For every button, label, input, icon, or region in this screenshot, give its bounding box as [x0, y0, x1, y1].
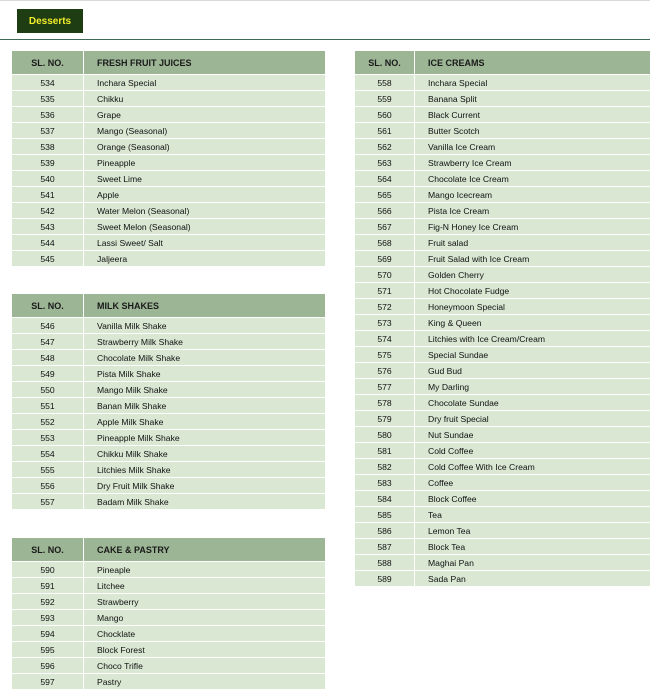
table-header	[355, 51, 650, 74]
serial-number: 554	[12, 445, 84, 461]
serial-number: 539	[12, 154, 84, 170]
fresh-fruit-juices-table	[12, 51, 325, 266]
menu-item-row	[12, 561, 325, 577]
menu-item-row	[12, 154, 325, 170]
item-name: Tea	[415, 506, 650, 522]
serial-number: 559	[355, 90, 415, 106]
item-name: Golden Cherry	[415, 266, 650, 282]
menu-item-row	[355, 394, 650, 410]
serial-number: 551	[12, 397, 84, 413]
item-name: Grape	[84, 106, 325, 122]
item-name: Mango	[84, 609, 325, 625]
item-name: Litchies Milk Shake	[84, 461, 325, 477]
item-name: Lemon Tea	[415, 522, 650, 538]
item-name: Sweet Melon (Seasonal)	[84, 218, 325, 234]
serial-number: 541	[12, 186, 84, 202]
item-name: Apple Milk Shake	[84, 413, 325, 429]
item-name: Water Melon (Seasonal)	[84, 202, 325, 218]
menu-item-row	[355, 282, 650, 298]
item-name: King & Queen	[415, 314, 650, 330]
item-name: Litchies with Ice Cream/Cream	[415, 330, 650, 346]
serial-number: 548	[12, 349, 84, 365]
serial-number: 573	[355, 314, 415, 330]
serial-number: 536	[12, 106, 84, 122]
serial-number: 590	[12, 561, 84, 577]
menu-item-row	[12, 170, 325, 186]
serial-number: 587	[355, 538, 415, 554]
item-name: Block Coffee	[415, 490, 650, 506]
menu-item-row	[12, 625, 325, 641]
serial-number: 552	[12, 413, 84, 429]
serial-number: 542	[12, 202, 84, 218]
cake-and-pastry-table	[12, 538, 325, 689]
item-name: Pista Milk Shake	[84, 365, 325, 381]
menu-item-row	[355, 362, 650, 378]
menu-item-row	[12, 218, 325, 234]
menu-item-row	[355, 234, 650, 250]
serial-number: 581	[355, 442, 415, 458]
serial-number: 558	[355, 74, 415, 90]
serial-number: 592	[12, 593, 84, 609]
menu-item-row	[12, 413, 325, 429]
menu-item-row	[355, 522, 650, 538]
item-name: Cold Coffee With Ice Cream	[415, 458, 650, 474]
item-name: Special Sundae	[415, 346, 650, 362]
item-name: Dry fruit Special	[415, 410, 650, 426]
menu-item-row	[12, 333, 325, 349]
menu-item-row	[355, 426, 650, 442]
serial-number: 546	[12, 317, 84, 333]
serial-number: 577	[355, 378, 415, 394]
serial-number: 557	[12, 493, 84, 509]
serial-number: 544	[12, 234, 84, 250]
item-name: Litchee	[84, 577, 325, 593]
item-name: Mango Icecream	[415, 186, 650, 202]
menu-item-row	[12, 593, 325, 609]
serial-number: 586	[355, 522, 415, 538]
menu-item-row	[355, 250, 650, 266]
item-name: Inchara Special	[415, 74, 650, 90]
item-name: Chikku Milk Shake	[84, 445, 325, 461]
serial-number: 543	[12, 218, 84, 234]
serial-number: 537	[12, 122, 84, 138]
item-name: Mango Milk Shake	[84, 381, 325, 397]
menu-item-row	[12, 250, 325, 266]
serial-number: 575	[355, 346, 415, 362]
serial-number: 584	[355, 490, 415, 506]
item-name: Cold Coffee	[415, 442, 650, 458]
milk-shakes-table	[12, 294, 325, 509]
item-name: Chocolate Ice Cream	[415, 170, 650, 186]
item-name: Pista Ice Cream	[415, 202, 650, 218]
serial-number: 540	[12, 170, 84, 186]
table-header	[12, 538, 325, 561]
item-name: Vanilla Milk Shake	[84, 317, 325, 333]
menu-item-row	[12, 657, 325, 673]
menu-item-row	[12, 397, 325, 413]
item-name: Strawberry Ice Cream	[415, 154, 650, 170]
menu-item-row	[12, 673, 325, 689]
item-name: Inchara Special	[84, 74, 325, 90]
serial-number: 595	[12, 641, 84, 657]
serial-number: 565	[355, 186, 415, 202]
menu-item-row	[12, 477, 325, 493]
item-name: My Darling	[415, 378, 650, 394]
item-name: Honeymoon Special	[415, 298, 650, 314]
menu-item-row	[355, 138, 650, 154]
item-name: Nut Sundae	[415, 426, 650, 442]
serial-number: 553	[12, 429, 84, 445]
menu-item-row	[355, 90, 650, 106]
item-name: Banana Split	[415, 90, 650, 106]
item-name: Pastry	[84, 673, 325, 689]
menu-item-row	[12, 365, 325, 381]
item-name: Pineapple Milk Shake	[84, 429, 325, 445]
menu-item-row	[355, 266, 650, 282]
menu-item-row	[355, 298, 650, 314]
ice-creams-table	[355, 51, 650, 586]
section-title: FRESH FRUIT JUICES	[84, 51, 325, 74]
item-name: Sada Pan	[415, 570, 650, 586]
serial-number: 534	[12, 74, 84, 90]
menu-item-row	[12, 641, 325, 657]
serial-number: 569	[355, 250, 415, 266]
serial-number: 545	[12, 250, 84, 266]
serial-number: 547	[12, 333, 84, 349]
section-title: MILK SHAKES	[84, 294, 325, 317]
serial-number: 574	[355, 330, 415, 346]
menu-item-row	[355, 554, 650, 570]
item-name: Block Forest	[84, 641, 325, 657]
serial-number: 570	[355, 266, 415, 282]
menu-item-row	[12, 90, 325, 106]
serial-number-header: SL. NO.	[12, 51, 84, 74]
item-name: Fig-N Honey Ice Cream	[415, 218, 650, 234]
menu-item-row	[12, 106, 325, 122]
item-name: Gud Bud	[415, 362, 650, 378]
item-name: Butter Scotch	[415, 122, 650, 138]
item-name: Chikku	[84, 90, 325, 106]
table-header	[12, 294, 325, 317]
item-name: Maghai Pan	[415, 554, 650, 570]
menu-item-row	[12, 445, 325, 461]
serial-number: 568	[355, 234, 415, 250]
menu-item-row	[12, 186, 325, 202]
menu-item-row	[12, 577, 325, 593]
serial-number: 556	[12, 477, 84, 493]
serial-number: 555	[12, 461, 84, 477]
serial-number: 535	[12, 90, 84, 106]
item-name: Black Current	[415, 106, 650, 122]
menu-item-row	[355, 186, 650, 202]
serial-number: 578	[355, 394, 415, 410]
serial-number: 597	[12, 673, 84, 689]
menu-item-row	[355, 330, 650, 346]
item-name: Chocklate	[84, 625, 325, 641]
menu-item-row	[355, 570, 650, 586]
menu-item-row	[12, 317, 325, 333]
item-name: Pineapple	[84, 154, 325, 170]
serial-number-header: SL. NO.	[12, 538, 84, 561]
menu-item-row	[355, 506, 650, 522]
serial-number: 594	[12, 625, 84, 641]
item-name: Vanilla Ice Cream	[415, 138, 650, 154]
item-name: Apple	[84, 186, 325, 202]
serial-number-header: SL. NO.	[12, 294, 84, 317]
item-name: Strawberry Milk Shake	[84, 333, 325, 349]
serial-number: 566	[355, 202, 415, 218]
serial-number: 588	[355, 554, 415, 570]
item-name: Chocolate Sundae	[415, 394, 650, 410]
menu-item-row	[355, 122, 650, 138]
menu-item-row	[355, 442, 650, 458]
menu-item-row	[355, 410, 650, 426]
item-name: Block Tea	[415, 538, 650, 554]
item-name: Chocolate Milk Shake	[84, 349, 325, 365]
menu-item-row	[355, 154, 650, 170]
item-name: Sweet Lime	[84, 170, 325, 186]
serial-number: 582	[355, 458, 415, 474]
serial-number: 550	[12, 381, 84, 397]
serial-number-header: SL. NO.	[355, 51, 415, 74]
item-name: Mango (Seasonal)	[84, 122, 325, 138]
item-name: Fruit salad	[415, 234, 650, 250]
menu-item-row	[12, 122, 325, 138]
item-name: Orange (Seasonal)	[84, 138, 325, 154]
menu-item-row	[12, 349, 325, 365]
serial-number: 591	[12, 577, 84, 593]
menu-item-row	[12, 202, 325, 218]
serial-number: 593	[12, 609, 84, 625]
serial-number: 576	[355, 362, 415, 378]
serial-number: 549	[12, 365, 84, 381]
item-name: Choco Trifle	[84, 657, 325, 673]
menu-item-row	[355, 458, 650, 474]
serial-number: 596	[12, 657, 84, 673]
menu-item-row	[12, 74, 325, 90]
item-name: Lassi Sweet/ Salt	[84, 234, 325, 250]
tab-desserts[interactable]: Desserts	[17, 9, 83, 33]
menu-item-row	[355, 490, 650, 506]
serial-number: 583	[355, 474, 415, 490]
menu-item-row	[355, 538, 650, 554]
serial-number: 571	[355, 282, 415, 298]
top-bar	[0, 0, 650, 40]
table-header	[12, 51, 325, 74]
item-name: Badam Milk Shake	[84, 493, 325, 509]
section-title: CAKE & PASTRY	[84, 538, 325, 561]
menu-item-row	[12, 429, 325, 445]
menu-item-row	[12, 381, 325, 397]
section-title: ICE CREAMS	[415, 51, 650, 74]
menu-item-row	[355, 346, 650, 362]
serial-number: 538	[12, 138, 84, 154]
menu-item-row	[355, 378, 650, 394]
menu-item-row	[355, 474, 650, 490]
item-name: Strawberry	[84, 593, 325, 609]
item-name: Jaljeera	[84, 250, 325, 266]
menu-item-row	[12, 493, 325, 509]
serial-number: 560	[355, 106, 415, 122]
item-name: Banan Milk Shake	[84, 397, 325, 413]
menu-item-row	[355, 74, 650, 90]
item-name: Dry Fruit Milk Shake	[84, 477, 325, 493]
item-name: Hot Chocolate Fudge	[415, 282, 650, 298]
menu-item-row	[355, 202, 650, 218]
serial-number: 579	[355, 410, 415, 426]
menu-item-row	[12, 461, 325, 477]
serial-number: 580	[355, 426, 415, 442]
menu-item-row	[355, 314, 650, 330]
menu-item-row	[12, 609, 325, 625]
item-name: Pineaple	[84, 561, 325, 577]
item-name: Coffee	[415, 474, 650, 490]
serial-number: 572	[355, 298, 415, 314]
item-name: Fruit Salad with Ice Cream	[415, 250, 650, 266]
serial-number: 567	[355, 218, 415, 234]
serial-number: 561	[355, 122, 415, 138]
serial-number: 564	[355, 170, 415, 186]
serial-number: 589	[355, 570, 415, 586]
menu-item-row	[355, 106, 650, 122]
menu-item-row	[12, 234, 325, 250]
menu-item-row	[355, 170, 650, 186]
menu-item-row	[355, 218, 650, 234]
menu-item-row	[12, 138, 325, 154]
serial-number: 563	[355, 154, 415, 170]
serial-number: 585	[355, 506, 415, 522]
serial-number: 562	[355, 138, 415, 154]
